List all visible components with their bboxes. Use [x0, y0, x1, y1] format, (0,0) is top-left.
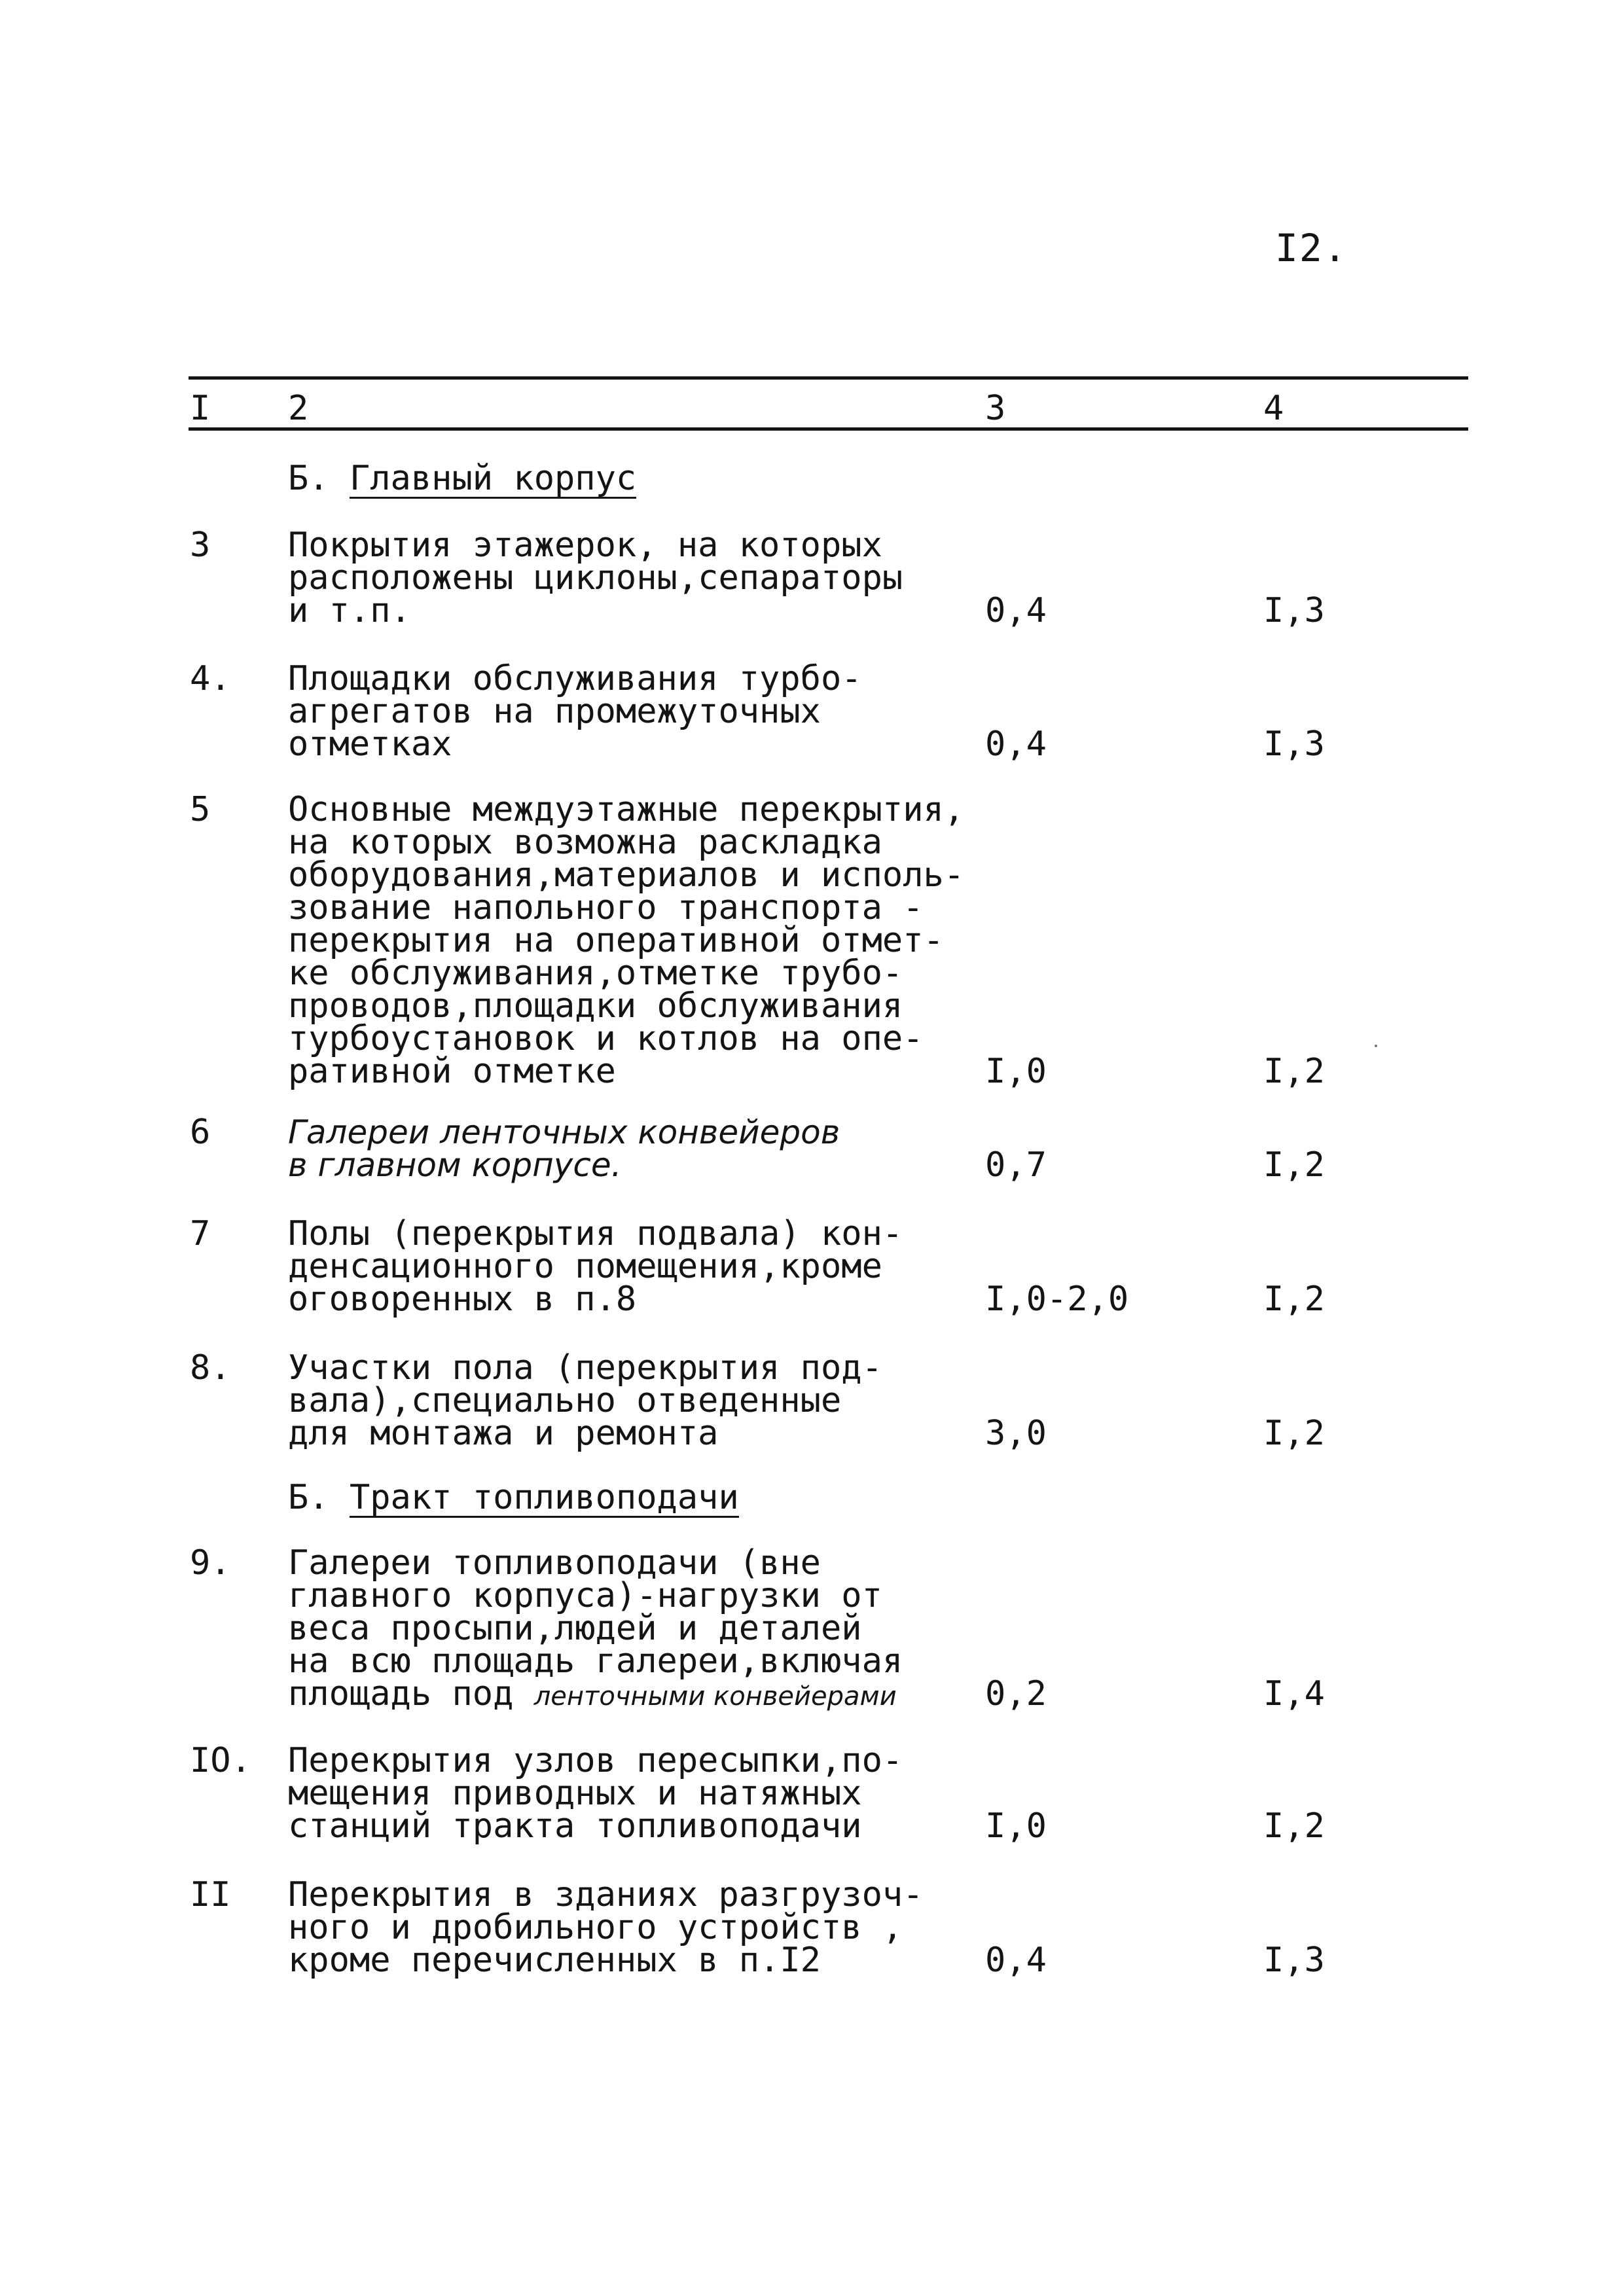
paper-speck: [1375, 1045, 1377, 1047]
row-description: [288, 1113, 982, 1184]
row-description: [288, 526, 982, 630]
row-description: [288, 659, 982, 764]
section-prefix: Б.: [288, 1478, 329, 1517]
row-number: IO.: [190, 1741, 251, 1780]
row-description: [288, 1875, 982, 1980]
row-coefficient: I,4: [1263, 1674, 1325, 1713]
section-heading-main-building: [288, 461, 636, 499]
row-description: [288, 790, 982, 1091]
row-number: II: [190, 1875, 231, 1914]
description-line: станций тракта топливоподачи: [288, 1806, 862, 1846]
description-line: на которых возможна раскладка: [288, 823, 882, 862]
description-line: агрегатов на промежуточных: [288, 692, 821, 731]
description-line: Площадки обслуживания турбо-: [288, 659, 862, 698]
section-title: Тракт топливоподачи: [349, 1478, 739, 1517]
section-heading-fuel-path: [288, 1480, 739, 1518]
column-header-3: 3: [985, 389, 1006, 428]
description-line: ного и дробильного устройств ,: [288, 1908, 903, 1947]
description-line: турбоустановок и котлов на опе-: [288, 1019, 924, 1058]
row-coefficient: I,3: [1263, 725, 1325, 764]
row-number: 3: [190, 526, 211, 565]
description-line: Перекрытия в зданиях разгрузоч-: [288, 1875, 924, 1914]
description-line: расположены циклоны,сепараторы: [288, 558, 903, 598]
description-line: Полы (перекрытия подвала) кон-: [288, 1214, 903, 1253]
row-description: [288, 1214, 982, 1319]
section-prefix: Б.: [288, 459, 329, 498]
row-description: [288, 1348, 982, 1453]
row-load-value: I,0: [985, 1806, 1047, 1846]
row-load-value: 0,4: [985, 725, 1047, 764]
row-number: 7: [190, 1214, 211, 1253]
description-line: на всю площадь галереи,включая: [288, 1641, 903, 1681]
row-coefficient: I,2: [1263, 1052, 1325, 1091]
row-load-value: I,0-2,0: [985, 1280, 1129, 1319]
table-header-rule: [189, 427, 1468, 431]
description-line: для монтажа и ремонта: [288, 1414, 719, 1453]
section-title: Главный корпус: [349, 459, 637, 498]
row-load-value: 0,4: [985, 591, 1047, 630]
description-line: мещения приводных и натяжных: [288, 1774, 862, 1813]
description-line: Галереи ленточных конвейеров: [288, 1113, 840, 1151]
description-line: главного корпуса)-нагрузки от: [288, 1576, 882, 1615]
row-number: 5: [190, 790, 211, 829]
description-line: в главном корпусе.: [288, 1146, 622, 1184]
description-line: оборудования,материалов и исполь-: [288, 855, 965, 895]
row-number: 6: [190, 1113, 211, 1152]
description-line: зование напольного транспорта -: [288, 888, 924, 927]
row-description: [288, 1543, 982, 1713]
row-coefficient: I,2: [1263, 1414, 1325, 1453]
description-line: ке обслуживания,отметке трубо-: [288, 954, 903, 993]
row-coefficient: I,2: [1263, 1145, 1325, 1185]
row-load-value: 0,4: [985, 1941, 1047, 1980]
description-line: кроме перечисленных в п.I2: [288, 1941, 821, 1980]
row-load-value: I,0: [985, 1052, 1047, 1091]
description-line: Основные междуэтажные перекрытия,: [288, 790, 965, 829]
row-coefficient: I,2: [1263, 1280, 1325, 1319]
description-line: отметках: [288, 725, 452, 764]
description-line: Галереи топливоподачи (вне: [288, 1543, 821, 1583]
description-line: оговоренных в п.8: [288, 1280, 637, 1319]
column-header-1: I: [190, 389, 211, 428]
description-line: вала),специально отведенные: [288, 1381, 842, 1420]
row-number: 4.: [190, 659, 231, 698]
description-line: проводов,площадки обслуживания: [288, 986, 903, 1026]
description-handwritten-part: ленточными конвейерами: [533, 1681, 897, 1712]
row-description: [288, 1741, 982, 1846]
description-line: денсационного помещения,кроме: [288, 1247, 882, 1286]
row-number: 9.: [190, 1543, 231, 1583]
description-line: Перекрытия узлов пересыпки,по-: [288, 1741, 903, 1780]
row-load-value: 0,2: [985, 1674, 1047, 1713]
page-number: I2.: [1275, 226, 1348, 270]
row-coefficient: I,3: [1263, 591, 1325, 630]
description-line: и т.п.: [288, 591, 411, 630]
description-line: веса просыпи,людей и деталей: [288, 1609, 862, 1648]
table-top-rule: [189, 376, 1468, 380]
description-typed-part: площадь под: [288, 1674, 514, 1713]
row-coefficient: I,2: [1263, 1806, 1325, 1846]
column-header-2: 2: [288, 389, 309, 428]
row-number: 8.: [190, 1348, 231, 1388]
description-line: перекрытия на оперативной отмет-: [288, 921, 944, 960]
description-line: Участки пола (перекрытия под-: [288, 1348, 882, 1388]
description-line: ративной отметке: [288, 1052, 616, 1091]
row-load-value: 0,7: [985, 1145, 1047, 1185]
column-header-4: 4: [1263, 389, 1284, 428]
row-coefficient: I,3: [1263, 1941, 1325, 1980]
description-line: [288, 1674, 982, 1713]
description-line: Покрытия этажерок, на которых: [288, 526, 882, 565]
row-load-value: 3,0: [985, 1414, 1047, 1453]
